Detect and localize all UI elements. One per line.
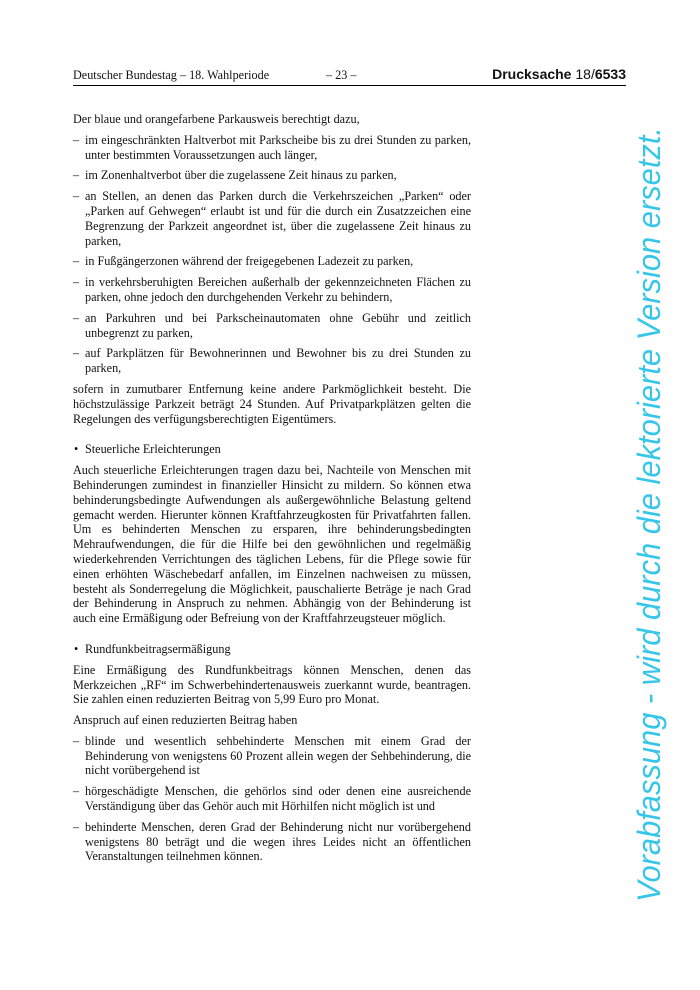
list-item (73, 820, 471, 864)
list-item-text: auf Parkplätzen für Bewohnerinnen und Bewohner bis zu drei Stunden zu parken, (85, 346, 471, 376)
parking-rights-list (73, 133, 471, 376)
eligibility-intro: Anspruch auf einen reduzierten Beitrag haben (73, 713, 298, 728)
document-number-label: Drucksache (492, 66, 572, 82)
dash-marker: – (73, 168, 80, 183)
document-number-prefix: 18/ (575, 66, 595, 82)
dash-marker: – (73, 346, 80, 361)
eligibility-list (73, 734, 471, 864)
watermark-svg (616, 86, 676, 910)
list-item (73, 168, 471, 183)
list-item-text: in Fußgängerzonen während der freigegebenen Ladezeit zu parken, (85, 254, 414, 269)
header-rule (73, 85, 626, 86)
list-item (73, 254, 471, 269)
dash-marker: – (73, 784, 80, 799)
list-item-text: hörgeschädigte Menschen, die gehörlos sind oder denen eine ausreichende Verständigung über das Gehör auch mit Hörhilfen nicht möglich ist und (85, 784, 471, 814)
list-item-text: im Zonenhaltverbot über die zugelassene Zeit hinaus zu parken, (85, 168, 397, 183)
bullet-marker: • (74, 442, 79, 457)
broadcast-fee-paragraph: Eine Ermäßigung des Rundfunkbeitrags können Menschen, denen das Merkzeichen „RF“ im Schwerbehindertenausweis zuerkannt wurde, beantragen. Sie zahlen einen reduzierten Beitrag von 5,99 Euro pro Monat. (73, 662, 471, 707)
tax-relief-heading (73, 442, 471, 457)
list-item (73, 275, 471, 305)
document-body (73, 112, 471, 870)
dash-marker: – (73, 254, 80, 269)
draft-watermark (616, 86, 676, 910)
list-item (73, 346, 471, 376)
heading-text: Rundfunkbeitragsermäßigung (85, 641, 231, 656)
dash-marker: – (73, 819, 80, 834)
list-item-text: im eingeschränkten Haltverbot mit Parkscheibe bis zu drei Stunden zu parken, unter bestimmten Voraussetzungen auch länger, (85, 132, 471, 162)
list-item (73, 133, 471, 163)
page-number: – 23 – (326, 68, 357, 82)
watermark-text: Vorabfassung - wird durch die lektorierte Version ersetzt. (631, 86, 667, 902)
list-item (73, 311, 471, 341)
bullet-marker: • (74, 641, 79, 656)
list-item-text: behinderte Menschen, deren Grad der Behinderung nicht nur vorübergehend wenigstens 80 beträgt und die wegen ihres Leides nicht an öffentlichen Veranstaltungen teilnehmen können. (85, 819, 471, 864)
section-intro: Der blaue und orangefarbene Parkausweis berechtigt dazu, (73, 112, 360, 126)
list-item (73, 734, 471, 778)
list-item-text: an Parkuhren und bei Parkscheinautomaten ohne Gebühr und zeitlich unbegrenzt zu parken, (85, 310, 471, 340)
dash-marker: – (73, 275, 80, 290)
list-item-text: blinde und wesentlich sehbehinderte Menschen mit einem Grad der Behinderung von wenigstens 60 Prozent allein wegen der Sehbehinderung, die nicht vorübergehend ist (85, 733, 471, 778)
list-item (73, 189, 471, 248)
section-closing: sofern in zumutbarer Entfernung keine andere Parkmöglichkeit besteht. Die höchstzulässige Parkzeit beträgt 24 Stunden. Auf Privatparkplätzen gelten die Regelungen des verfügungsberechtigten Eigentümers. (73, 381, 471, 426)
tax-relief-paragraph: Auch steuerliche Erleichterungen tragen dazu bei, Nachteile von Menschen mit Behinderungen zumindest in finanzieller Hinsicht zu mildern. So können etwa behinderungsbedingte Aufwendungen als außergewöhnliche Belastung geltend gemacht werden. Hierunter können Kraftfahrzeugkosten für Privatfahrten fallen. Um es behinderten Menschen zu ersparen, ihre behinderungsbedingten Mehraufwendungen, die für die Hilfe bei den gewöhnlichen und regelmäßig wiederkehrenden Verrichtungen des täglichen Lebens, für die Pflege sowie für einen erhöhten Wäschebedarf anfallen, im Einzelnen nachweisen zu müssen, besteht als Sonderregelung die Möglichkeit, pauschalierte Beträge je nach Grad der Behinderung in Anspruch zu nehmen. Abhängig von der Behinderung ist auch eine Ermäßigung oder Befreiung von der Kraftfahrzeugsteuer möglich. (73, 463, 471, 626)
list-item-text: in verkehrsberuhigten Bereichen außerhalb der gekennzeichneten Flächen zu parken, ohne jedoch den durchgehenden Verkehr zu behindern, (85, 275, 471, 304)
dash-marker: – (73, 310, 80, 325)
dash-marker: – (73, 132, 80, 147)
heading-text: Steuerliche Erleichterungen (85, 442, 221, 457)
broadcast-fee-heading (73, 642, 471, 657)
dash-marker: – (73, 189, 80, 204)
document-number-suffix: 6533 (594, 66, 626, 82)
document-number (492, 66, 626, 82)
list-item-text: an Stellen, an denen das Parken durch die Verkehrszeichen „Parken“ oder „Parken auf Gehwegen“ erlaubt ist und für die durch ein Zusatzzeichen eine Begrenzung der Parkzeit angeordnet ist, über die zugelassene Zeit hinaus zu parken, (85, 189, 471, 248)
page-header (73, 66, 626, 84)
publisher-label: Deutscher Bundestag – 18. Wahlperiode (73, 68, 270, 82)
dash-marker: – (73, 733, 80, 748)
list-item (73, 784, 471, 814)
